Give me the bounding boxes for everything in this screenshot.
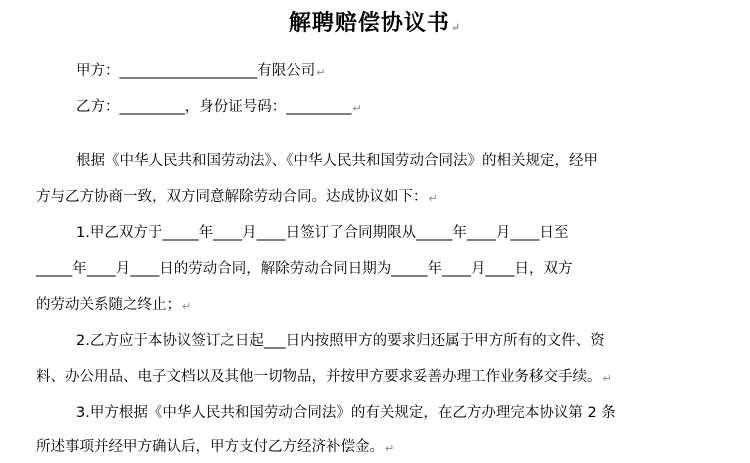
clause-1-line-3	[36, 295, 191, 317]
clause-3-line-1: 3.甲方根据《中华人民共和国劳动合同法》的有关规定，在乙方办理完本协议第 2 条	[76, 405, 616, 421]
paragraph-mark-icon: ↵	[182, 300, 192, 313]
paragraph-mark-icon: ↵	[602, 372, 612, 385]
clause-1-line-2: _____年____月____日的劳动合同，解除劳动合同日期为_____年____月____日，双方	[36, 261, 573, 277]
clause-2-line-1: 2.乙方应于本协议签订之日起___日内按照甲方的要求归还属于甲方所有的文件、资	[76, 333, 605, 349]
paragraph-mark-icon: ↵	[316, 66, 326, 79]
clause-3-line-2	[36, 437, 394, 459]
party-a-text: 甲方：___________________有限公司	[76, 63, 316, 79]
party-b-text: 乙方：_________，身份证号码：_________	[76, 99, 352, 115]
intro-line-2	[36, 187, 438, 209]
title-text: 解聘赔偿协议书	[288, 10, 450, 36]
party-a-line	[76, 61, 325, 83]
clause-3-line-2-text: 所述事项并经甲方确认后，甲方支付乙方经济补偿金。	[36, 439, 384, 455]
party-b-line	[76, 97, 362, 119]
clause-2-line-2-text: 料、办公用品、电子文档以及其他一切物品，并按甲方要求妥善办理工作业务移交手续。	[36, 369, 602, 385]
intro-line-1: 根据《中华人民共和国劳动法》、《中华人民共和国劳动合同法》的相关规定，经甲	[76, 153, 598, 169]
paragraph-mark-icon: ↵	[450, 21, 462, 34]
clause-1-line-1: 1.甲乙双方于_____年____月____日签订了合同期限从_____年____月____日至	[76, 225, 569, 241]
intro-line-2-text: 方与乙方协商一致，双方同意解除劳动合同。达成协议如下：	[36, 189, 428, 205]
document-title	[0, 6, 750, 37]
clause-1-line-3-text: 的劳动关系随之终止；	[36, 297, 181, 313]
paragraph-mark-icon: ↵	[385, 442, 395, 455]
paragraph-mark-icon: ↵	[352, 102, 362, 115]
paragraph-mark-icon: ↵	[428, 192, 438, 205]
clause-2-line-2	[36, 367, 612, 389]
